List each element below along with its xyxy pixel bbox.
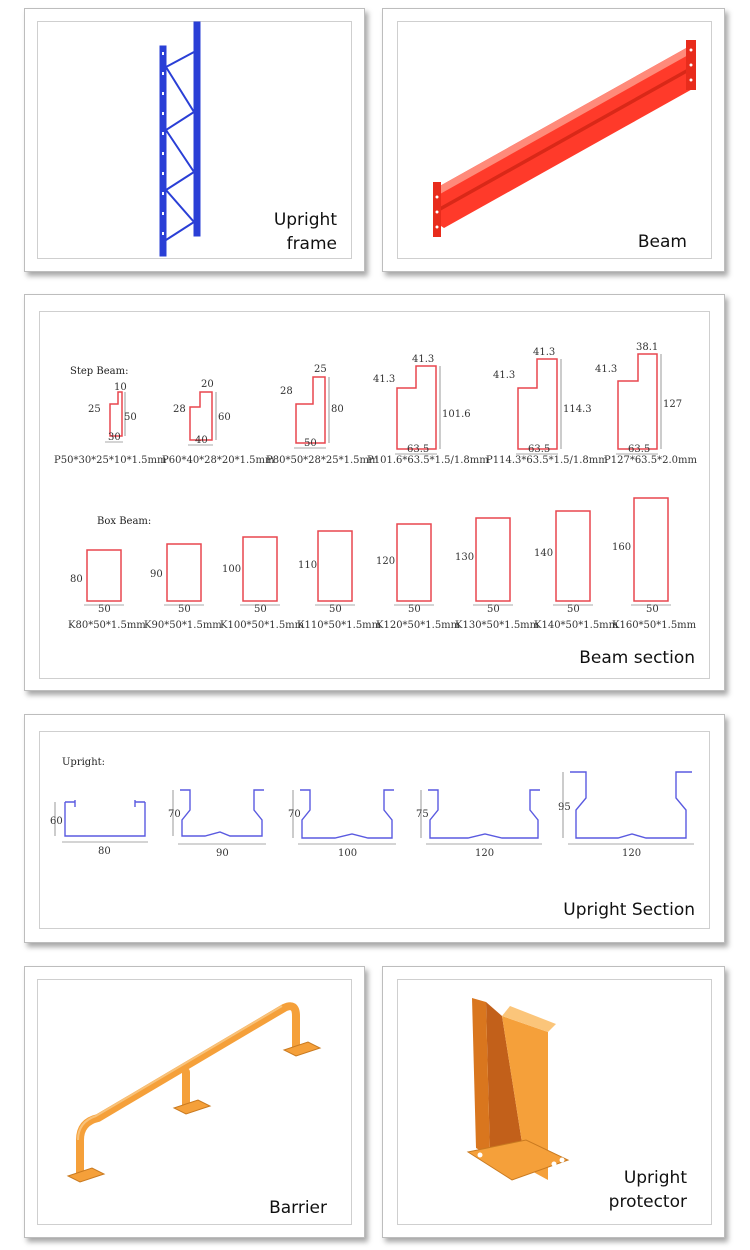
step-beam-label: P127*63.5*2.0mm: [604, 455, 697, 466]
beam-image: [398, 22, 713, 260]
upright-dim-height: 75: [416, 809, 429, 820]
box-dim-height: 90: [150, 569, 163, 580]
upright-section-title: Upright:: [62, 757, 106, 768]
box-beam-label: K100*50*1.5mm: [220, 620, 305, 631]
upright-section-caption: Upright Section: [563, 900, 695, 920]
box-beam-label: K140*50*1.5mm: [534, 620, 619, 631]
step-dim-d: 40: [195, 435, 208, 446]
box-dim-height: 120: [376, 556, 396, 567]
caption-line-2: frame: [286, 234, 337, 254]
box-beam-shapes: [87, 498, 668, 601]
step-dim-b: 38.1: [636, 342, 659, 353]
step-dim-c: 101.6: [442, 409, 471, 420]
beam-section-panel: [24, 294, 725, 691]
box-dim-height: 140: [534, 548, 554, 559]
box-dim-width: 50: [567, 604, 580, 615]
step-dim-b: 10: [114, 382, 127, 393]
beam-section-caption: Beam section: [579, 648, 695, 668]
step-dim-d: 50: [304, 438, 317, 449]
upright-dim-width: 90: [216, 848, 229, 859]
barrier-caption: Barrier: [269, 1198, 327, 1218]
box-dim-height: 80: [70, 574, 83, 585]
step-beam-label: P50*30*25*10*1.5mm: [54, 455, 167, 466]
upright-profiles: [65, 772, 692, 838]
step-dim-a: 41.3: [595, 364, 618, 375]
box-dim-width: 50: [98, 604, 111, 615]
caption-line-2: protector: [608, 1192, 687, 1212]
barrier-image: [38, 980, 353, 1226]
beam-section-drawing: [40, 312, 711, 680]
beam-section-inner: [39, 311, 710, 679]
upright-dim-height: 70: [288, 809, 301, 820]
upright-dim-width: 80: [98, 846, 111, 857]
upright-protector-panel: [382, 966, 725, 1238]
step-dim-d: 30: [108, 432, 121, 443]
upright-dim-height: 70: [168, 809, 181, 820]
beam-inner: [397, 21, 712, 259]
box-dim-width: 50: [329, 604, 342, 615]
step-dim-c: 50: [124, 412, 137, 423]
box-beam-title: Box Beam:: [97, 516, 152, 527]
box-dim-width: 50: [254, 604, 267, 615]
step-dim-d: 63.5: [407, 444, 430, 455]
upright-dim-width: 120: [475, 848, 495, 859]
step-dim-a: 28: [280, 386, 293, 397]
barrier-panel: [24, 966, 365, 1238]
upright-dim-lines: [55, 772, 694, 844]
step-dim-a: 41.3: [493, 370, 516, 381]
upright-section-inner: [39, 731, 710, 929]
step-dim-b: 25: [314, 364, 327, 375]
step-dim-b: 41.3: [533, 347, 556, 358]
box-dim-height: 130: [455, 552, 475, 563]
step-dim-a: 41.3: [373, 374, 396, 385]
step-dim-a: 28: [173, 404, 186, 415]
step-beam-label: P80*50*28*25*1.5mm: [266, 455, 379, 466]
step-dim-d: 63.5: [628, 444, 651, 455]
step-beam-label: P101.6*63.5*1.5/1.8mm: [367, 455, 489, 466]
box-dim-height: 100: [222, 564, 242, 575]
box-beam-label: K80*50*1.5mm: [68, 620, 146, 631]
step-dim-b: 41.3: [412, 354, 435, 365]
barrier-inner: [37, 979, 352, 1225]
box-dim-height: 160: [612, 542, 632, 553]
step-dim-c: 60: [218, 412, 231, 423]
step-dim-c: 114.3: [563, 404, 592, 415]
upright-dim-height: 95: [558, 802, 571, 813]
step-dim-c: 80: [331, 404, 344, 415]
box-beam-label: K110*50*1.5mm: [297, 620, 382, 631]
beam-caption: Beam: [637, 232, 687, 252]
box-dim-width: 50: [178, 604, 191, 615]
step-dim-d: 63.5: [528, 444, 551, 455]
upright-frame-panel: [24, 8, 365, 272]
upright-protector-caption: [547, 1166, 687, 1214]
upright-frame-inner: [37, 21, 352, 259]
step-dim-c: 127: [663, 399, 683, 410]
upright-dim-width: 120: [622, 848, 642, 859]
box-dim-width: 50: [646, 604, 659, 615]
caption-line-1: Upright: [623, 1168, 687, 1188]
step-beam-shapes: [110, 354, 657, 449]
step-dim-a: 25: [88, 404, 101, 415]
step-beam-title: Step Beam:: [70, 366, 129, 377]
step-beam-label: P60*40*28*20*1.5mm: [162, 455, 275, 466]
step-beam-label: P114.3*63.5*1.5/1.8mm: [486, 455, 608, 466]
upright-dim-height: 60: [50, 816, 63, 827]
box-beam-label: K160*50*1.5mm: [612, 620, 697, 631]
beam-panel: [382, 8, 725, 272]
box-beam-label: K130*50*1.5mm: [455, 620, 540, 631]
box-dim-width: 50: [408, 604, 421, 615]
caption-line-1: Upright: [273, 210, 337, 230]
box-beam-label: K90*50*1.5mm: [144, 620, 222, 631]
box-dim-width: 50: [487, 604, 500, 615]
box-dim-height: 110: [298, 560, 318, 571]
box-beam-label: K120*50*1.5mm: [376, 620, 461, 631]
upright-protector-inner: [397, 979, 712, 1225]
step-dim-b: 20: [201, 379, 214, 390]
upright-section-panel: [24, 714, 725, 943]
upright-frame-caption: [217, 208, 337, 256]
upright-dim-width: 100: [338, 848, 358, 859]
